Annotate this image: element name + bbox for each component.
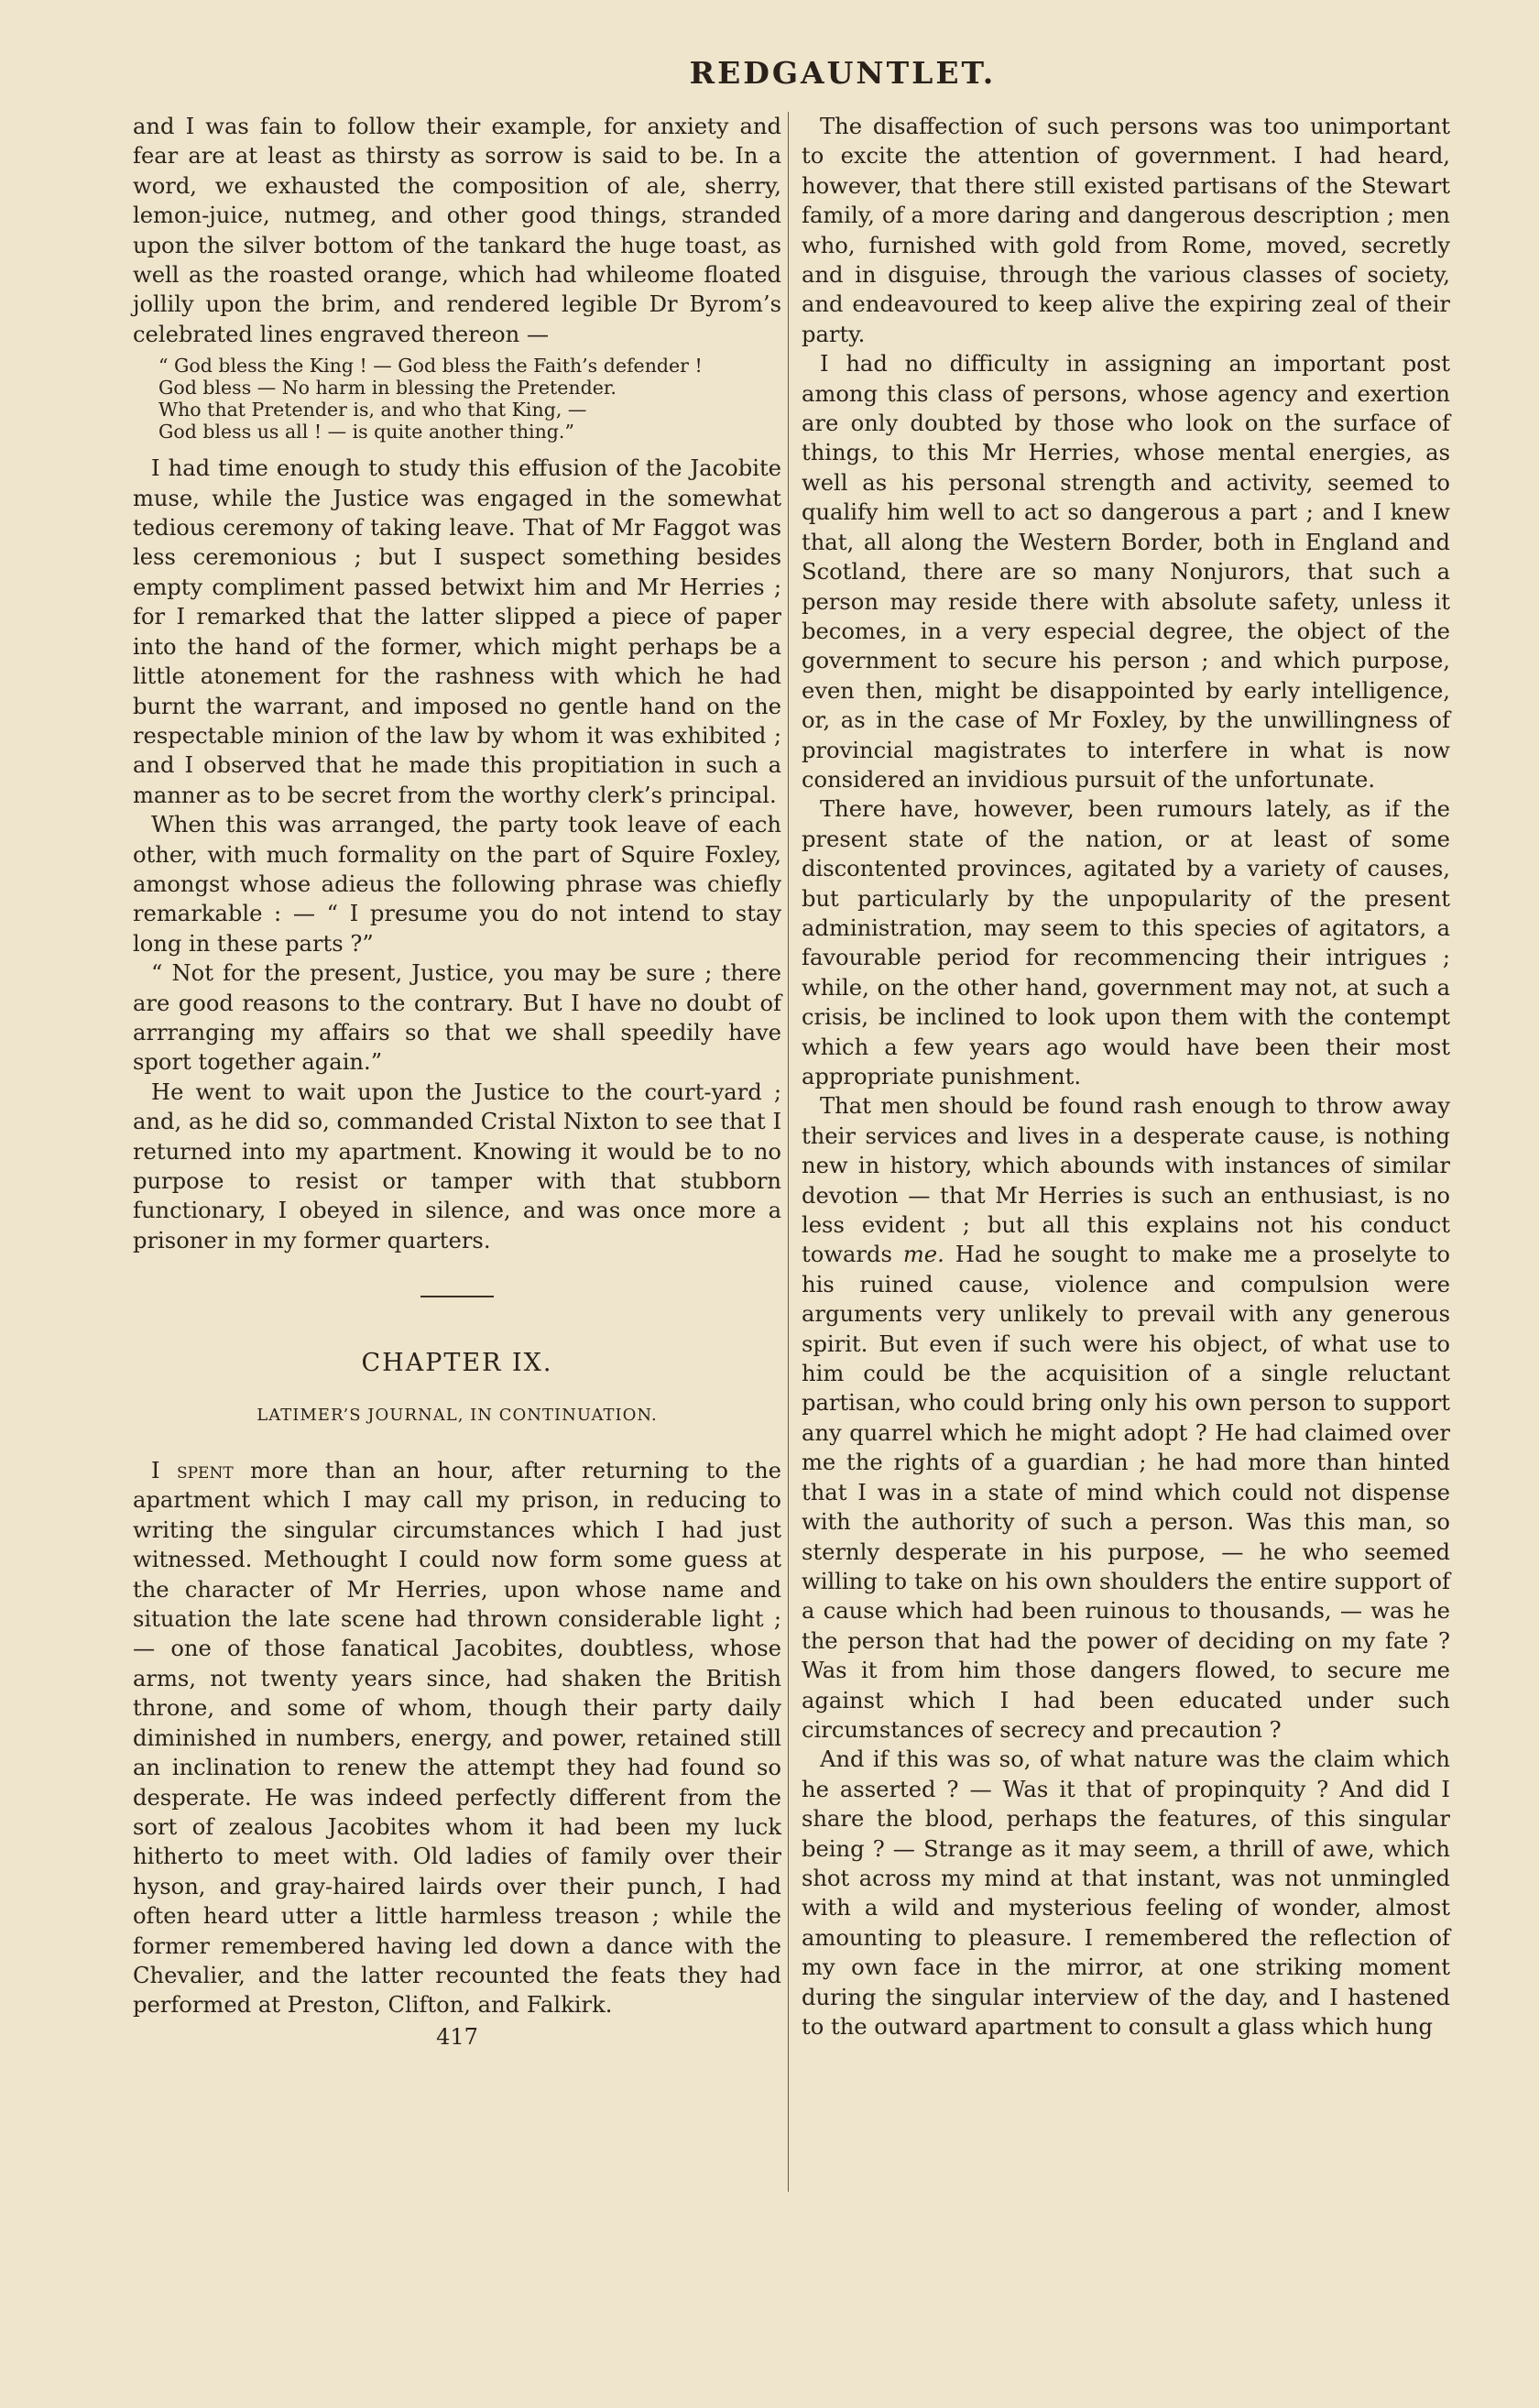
opening-words: I spent — [151, 1458, 234, 1484]
left-column — [133, 112, 781, 2052]
paragraph: and I was fain to follow their example, for anxiety and fear are at least as thirsty as sorrow is said to be. In a word, we exhausted the composition of ale, sherry, lemon-juice, nutmeg, and other good things, stranded upon the silver bottom of the tankard the huge toast, as well as the roasted orange, which had whileome floated jollily upon the brim, and rendered legible Dr Byrom’s celebrated lines engraved thereon — — [133, 114, 781, 347]
verse-line: God bless — No harm in blessing the Pretender. — [158, 377, 617, 400]
paragraph-text: That men should be found rash enough to throw away their services and lives in a desperate cause, is nothing new in history, which abounds with instances of similar devotion — that Mr Herries is such an enthusiast, is no less evident ; but all this explains not his conduct towards — [802, 1093, 1450, 1268]
paragraph — [133, 1456, 781, 2020]
verse-line: “ God bless the King ! — God bless the Faith’s defender ! — [158, 355, 703, 378]
paragraph-text: more than an hour, after returning to the apartment which I may call my prison, in reducing to writing the singular circumstances which I had just witnessed. Methought I could now form some guess at the character of Mr Herries, upon whose name and situation the late scene had thrown considerable light ; — one of those fanatical Jacobites, doubtless, whose arms, not twenty years since, had shaken the British throne, and some of whom, though their party daily diminished in numbers, energy, and power, retained still an inclination to renew the attempt they had found so desperate. He was indeed perfectly different from the sort of zealous Jacobites whom it had been my luck hitherto to meet with. Old ladies of family over their hyson, and gray-haired lairds over their punch, I had often heard utter a little harmless treason ; while the former remembered having led down a dance with the Chevalier, and the latter recounted the feats they had performed at Preston, Clifton, and Falkirk. — [133, 1458, 781, 2019]
right-column — [802, 112, 1450, 2041]
paragraph-text: Had he sought to make me a proselyte to his ruined cause, violence and compulsion were arguments very unlikely to prevail with any generous spirit. But even if such were his object, of what use to him could be the acquisition of a single reluctant partisan, who could bring only his own person to support any quarrel which he might adopt ? He had claimed over me the rights of a guardian ; he had more than hinted that I was in a state of mind which could not dispense with the authority of such a person. Was this man, so sternly desperate in his purpose, — he who seemed willing to take on his own shoulders the entire support of a cause which had been ruinous to thousands, — was he the person that had the power of deciding on my fate ? Was it from him those dangers flowed, to secure me against which I had been educated under such circumstances of secrecy and precaution ? — [802, 1242, 1450, 1743]
running-head: REDGAUNTLET. — [689, 55, 997, 91]
emphasis: me. — [902, 1242, 944, 1268]
verse-line: God bless us all ! — is quite another thing.” — [158, 421, 574, 443]
paragraph: And if this was so, of what nature was the claim which he asserted ? — Was it that of propinquity ? And did I share the blood, perhaps the features, of this singular being ? — Strange as it may seem, a thrill of awe, which shot across my mind at that instant, was not unmingled with a wild and mysterious feeling of wonder, almost amounting to pleasure. I remembered the reflection of my own face in the mirror, at one striking moment during the singular interview of the day, and I hastened to the outward apartment to consult a glass which hung — [802, 1746, 1450, 2040]
paragraph: He went to wait upon the Justice to the court-yard ; and, as he did so, commanded Cristal Nixton to see that I returned into my apartment. Knowing it would be to no purpose to resist or tamper with that stubborn functionary, I obeyed in silence, and was once more a prisoner in my former quarters. — [133, 1078, 781, 1253]
paragraph: I had time enough to study this effusion of the Jacobite muse, while the Justice was engaged in the somewhat tedious ceremony of taking leave. That of Mr Faggot was less ceremonious ; but I suspect something besides empty compliment passed betwixt him and Mr Herries ; for I remarked that the latter slipped a piece of paper into the hand of the former, which might perhaps be a little atonement for the rashness with which he had burnt the warrant, and imposed no gentle hand on the respectable minion of the law by whom it was exhibited ; and I observed that he made this propitiation in such a manner as to be secret from the worthy clerk’s principal. — [133, 455, 781, 808]
verse-block — [158, 355, 781, 443]
chapter-title: CHAPTER IX. — [361, 1349, 553, 1378]
chapter-subtitle: LATIMER’S JOURNAL, IN CONTINUATION. — [256, 1405, 658, 1425]
paragraph: The disaffection of such persons was too unimportant to excite the attention of government. I had heard, however, that there still existed partisans of the Stewart family, of a more daring and dangerous description ; men who, furnished with gold from Rome, moved, secretly and in disguise, through the various classes of society, and endeavoured to keep alive the expiring zeal of their party. — [802, 114, 1450, 347]
paragraph: “ Not for the present, Justice, you may be sure ; there are good reasons to the contrary. But I have no doubt of arrranging my affairs so that we shall speedily have sport together again.” — [133, 960, 781, 1076]
paragraph: When this was arranged, the party took leave of each other, with much formality on the part of Squire Foxley, amongst whose adieus the following phrase was chiefly remarkable : — “ I presume you do not intend to stay long in these parts ?” — [133, 812, 781, 957]
chapter-divider — [420, 1296, 494, 1297]
paragraph — [802, 1091, 1450, 1745]
paragraph: I had no difficulty in assigning an important post among this class of persons, whose agency and exertion are only doubted by those who look on the surface of things, to this Mr Herries, whose mental energies, as well as his personal strength and activity, seemed to qualify him well to act so dangerous a part ; and I knew that, all along the Western Border, both in England and Scotland, there are so many Nonjurors, that such a person may reside there with absolute safety, unless it becomes, in a very especial degree, the object of the government to secure his person ; and which purpose, even then, might be disappointed by early intelligence, or, as in the case of Mr Foxley, by the unwillingness of provincial magistrates to interfere in what is now considered an invidious pursuit of the unfortunate. — [802, 351, 1450, 793]
verse-line: Who that Pretender is, and who that King, — — [158, 399, 587, 421]
page-number: 417 — [436, 2023, 478, 2050]
paragraph: There have, however, been rumours lately, as if the present state of the nation, or at least of some discontented provinces, agitated by a variety of causes, but particularly by the unpopularity of the present administration, may seem to this species of agitators, a favourable period for recommencing their intrigues ; while, on the other hand, government may not, at such a crisis, be inclined to look upon them with the contempt which a few years ago would have been their most appropriate punishment. — [802, 796, 1450, 1089]
column-rule — [788, 112, 789, 2192]
